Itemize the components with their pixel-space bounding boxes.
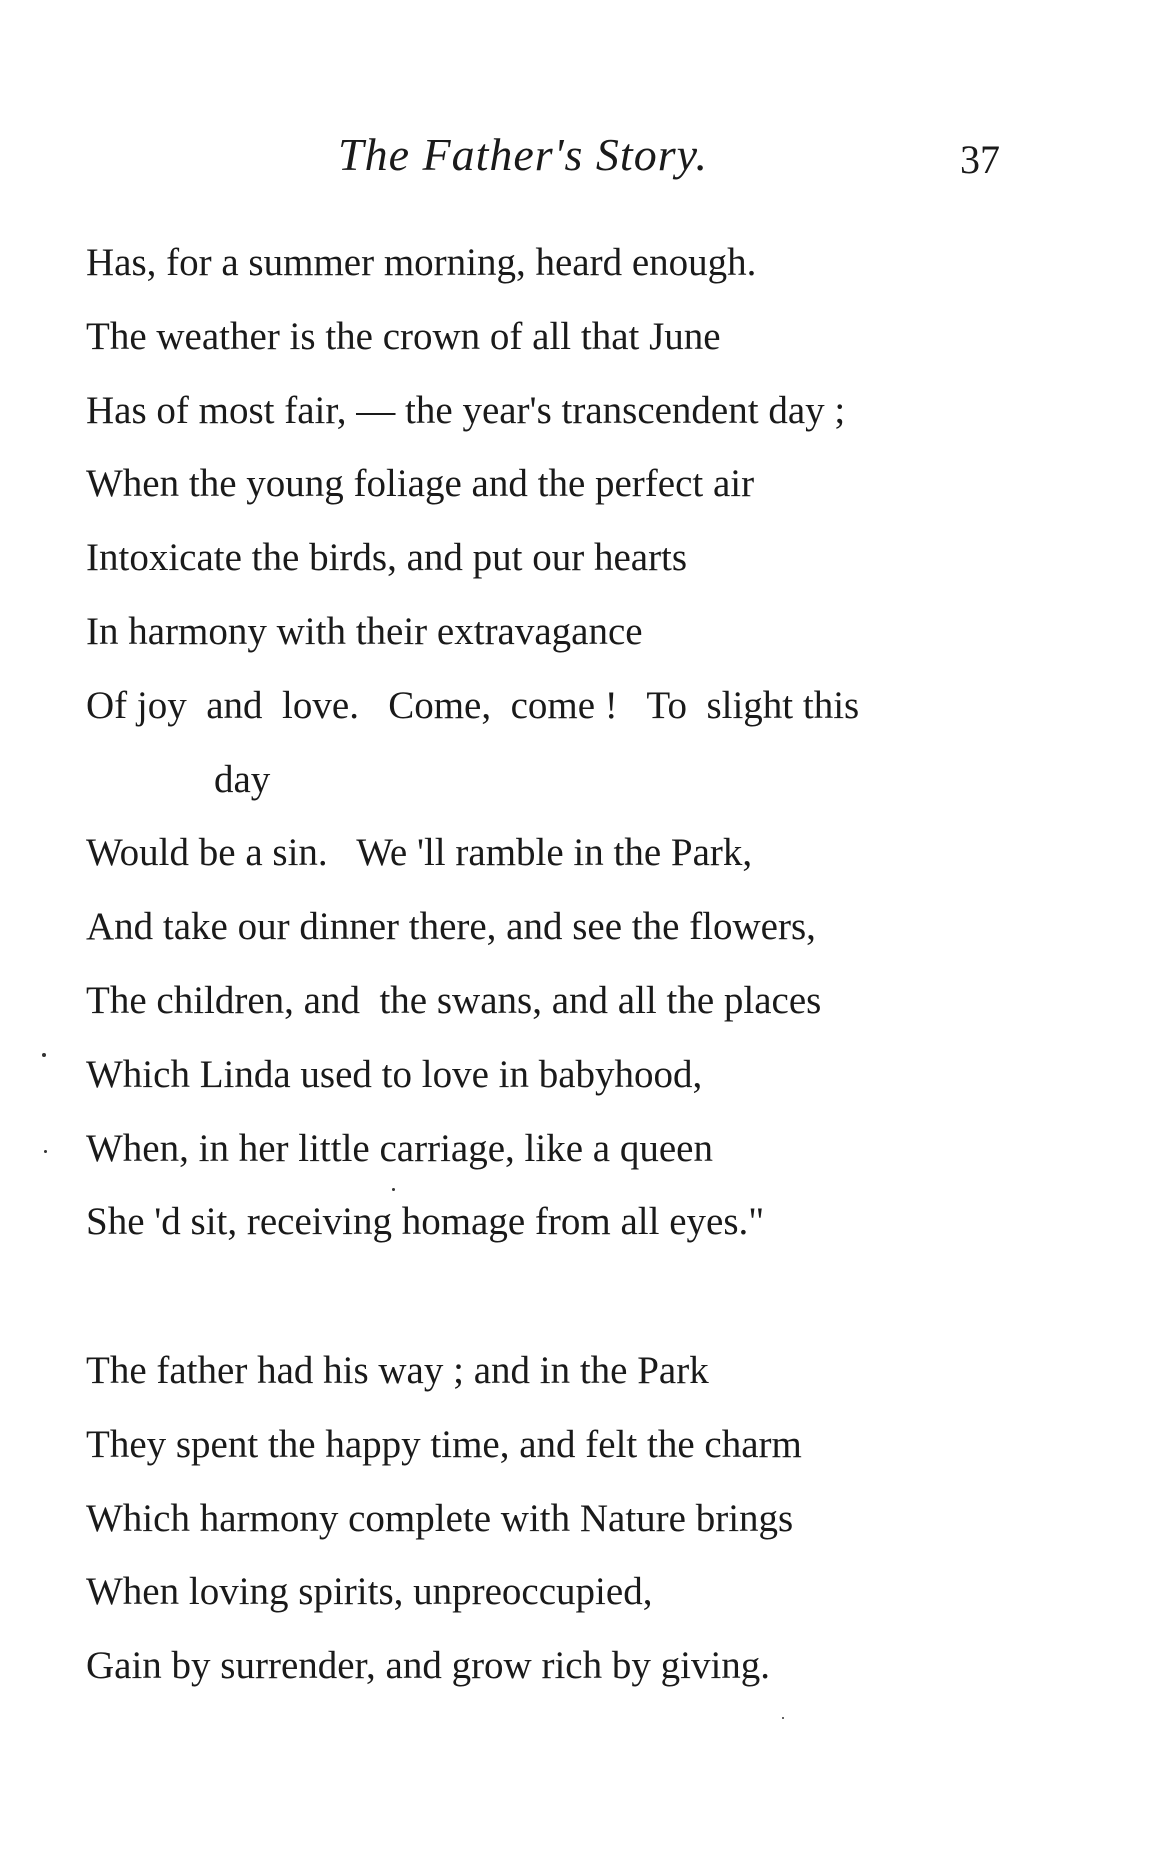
verse-line: Of joy and love. Come, come ! To slight this <box>86 683 860 727</box>
print-speck <box>44 1150 47 1153</box>
verse-line: When, in her little carriage, like a queen <box>86 1126 713 1170</box>
print-speck <box>782 1717 784 1719</box>
page-number: 37 <box>960 137 1000 182</box>
running-title: The Father's Story. <box>338 129 708 180</box>
verse-line: Gain by surrender, and grow rich by giving. <box>86 1644 771 1688</box>
stanza-2 <box>86 1348 1046 1717</box>
stanza-1 <box>86 240 1046 1273</box>
running-head <box>0 128 1152 188</box>
verse-line: Has of most fair, — the year's transcendent day ; <box>86 388 846 432</box>
verse-line: They spent the happy time, and felt the charm <box>86 1422 802 1466</box>
verse-line-turnover: day <box>214 757 271 801</box>
verse-line: Would be a sin. We 'll ramble in the Park, <box>86 831 753 875</box>
verse-line: When the young foliage and the perfect air <box>86 462 755 506</box>
verse-line: Has, for a summer morning, heard enough. <box>86 241 757 284</box>
verse-line: The father had his way ; and in the Park <box>86 1349 709 1392</box>
verse-line: The children, and the swans, and all the places <box>86 978 822 1022</box>
verse-line: When loving spirits, unpreoccupied, <box>86 1570 653 1614</box>
verse-line: She 'd sit, receiving homage from all eyes." <box>86 1200 765 1244</box>
verse-line: Which harmony complete with Nature brings <box>86 1496 794 1540</box>
verse-line: Intoxicate the birds, and put our hearts <box>86 536 688 580</box>
verse-line: The weather is the crown of all that June <box>86 314 721 358</box>
verse-line: And take our dinner there, and see the flowers, <box>86 905 816 949</box>
verse-line: In harmony with their extravagance <box>86 609 643 653</box>
print-speck <box>392 1188 395 1191</box>
verse-line: Which Linda used to love in babyhood, <box>86 1052 703 1096</box>
print-speck <box>42 1053 46 1057</box>
